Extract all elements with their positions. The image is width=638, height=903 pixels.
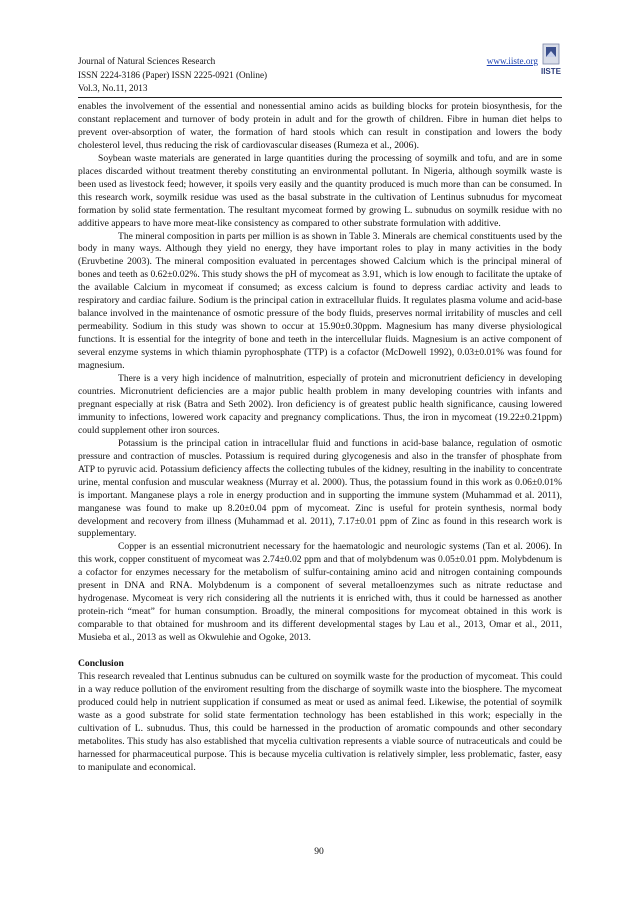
header-rule xyxy=(78,97,562,98)
conclusion-heading: Conclusion xyxy=(78,658,124,670)
page-number: 90 xyxy=(314,846,324,857)
volume-line: Vol.3, No.11, 2013 xyxy=(78,83,148,93)
paragraph-4: There is a very high incidence of malnutrition, especially of protein and micronutrient deficiency in developing countries. Micronutrient deficiencies are a major public health problem in many developing countries with infants and pregnant especially at risk (Batra and Seth 2002). Iron deficiency is of greatest public health significance, causing lowered immunity to infections, lowered work capacity and pregnancy complications. Thus, the iron in mycomeat (19.22±0.21ppm) could supplement other iron sources. xyxy=(78,373,562,436)
conclusion-paragraph: This research revealed that Lentinus subnudus can be cultured on soymilk waste for the production of mycomeat. This could in a way reduce pollution of the enviroment resulting from the discharge of soymilk waste into the biosphere. The mycomeat produced could help in nutrient supplication if consumed as meat or used as animal feed. Likewise, the potential of soymilk waste as a good substrate for solid state fermentation technology has been established in this work; especially in the cultivation of L. subnudus. Thus, this could be harnessed in the production of aromatic compounds and other secondary metabolites. This study has also established that mycelia cultivation represents a viable source of nutraceuticals and could be harnessed for pharmaceutical purpose. This is because mycelia cultivation is relatively simpler, less problematic, faster, easy to manipulate and economical. xyxy=(78,670,562,773)
iiste-logo xyxy=(534,42,568,80)
paragraph-2: Soybean waste materials are generated in large quantities during the processing of soymilk and tofu, and are in some places discarded without treatment thereby constituting an environmental pollutant. In Nigeria, although soymilk waste is been used as livestock feed; however, it spoils very easily and the quantity produced is much more than can be consumed. In this research work, soymilk residue was used as the basal substrate in the cultivation of Lentinus subnudus for mycomeat formation by solid state fermentation. The resultant mycomeat formed by growing L. subnudus on soymilk residue with no additive appears to have more meat-like consistency as compared to other substrate formulation with additive. xyxy=(78,152,562,229)
logo-text: IISTE xyxy=(540,67,562,76)
paragraph-3: The mineral composition in parts per million is as shown in Table 3. Minerals are chemical constituents used by the body in many ways. Although they yield no energy, they have important roles to play in many activities in the body (Eruvbetine 2003). The mineral composition evaluated in percentages showed Calcium which is the principal mineral of bones and teeth as 0.62±0.02%. This study shows the pH of mycomeat as 3.91, which is low enough to facilitate the uptake of the available Calcium in mycomeat if consumed; as excess calcium is found to depress cardiac activity and leads to respiratory and cardiac failure. Sodium is the principal cation in extracellular fluids. It regulates plasma volume and acid-base balance involved in the maintenance of osmotic pressure of the body fluids, preserves normal irritability of muscles and cell permeability. Sodium in this study was shown to occur at 15.90±0.30ppm. Magnesium has many diverse physiological functions. It is essential for the integrity of bone and teeth in the intercellular fluids. Magnesium is an active component of several enzyme systems in which thiamin pyrophosphate (TTP) is a cofactor (McDowell 1992), 0.03±0.01% was found for magnesium. xyxy=(78,230,562,372)
article-body xyxy=(78,101,562,775)
paragraph-5: Potassium is the principal cation in intracellular fluid and functions in acid-base balance, regulation of osmotic pressure and contraction of muscles. Potassium is required during glycogenesis and also in the transfer of phosphate from ATP to pyruvic acid. Potassium deficiency affects the collecting tubules of the kidney, resulting in the inability to concentrate urine, mental confusion and muscular weakness (Murray et al. 2000). Thus, the potassium found in this work as 0.06±0.01% is important. Manganese plays a role in energy production and in supporting the immune system (Muhammad et al. 2011), manganese was found to make up 8.20±0.04 ppm of mycomeat. Zinc is useful for protein synthesis, normal body development and recovery from illness (Muhammad et al. 2011), 7.17±0.01 ppm of Zinc as found in this research work is supplementary. xyxy=(78,437,562,540)
journal-name: Journal of Natural Sciences Research xyxy=(78,56,216,66)
journal-website-link[interactable]: www.iiste.org xyxy=(486,56,538,66)
page-header xyxy=(78,55,562,96)
issn-line: ISSN 2224-3186 (Paper) ISSN 2225-0921 (Online) xyxy=(78,69,268,80)
paragraph-6: Copper is an essential micronutrient necessary for the haematologic and neurologic systems (Tan et al. 2006). In this work, copper constituent of mycomeat was 2.74±0.02 ppm and that of molybdenum was 0.05±0.01 ppm. Molybdenum is a cofactor for enzymes necessary for the metabolism of sulfur-containing amino acid and nitrogen containing compounds present in DNA and RNA. Molybdenum is a component of several metalloenzymes such as nitrate reductase and hydrogenase. Mycomeat is very rich considering all the nutrients it is enriched with, thus it could be harnessed as another protein-rich “meat” for human consumption. Broadly, the mineral compositions for mycomeat obtained in this work is comparable to that obtained for mushroom and its different developmental stages by Lau et al., 2013, Omar et al., 2011, Musieba et al., 2013 as well as Okwulehie and Ogoke, 2013. xyxy=(78,541,562,644)
paragraph-1: enables the involvement of the essential and nonessential amino acids as building blocks for protein biosynthesis, for the constant replacement and turnover of body protein in adult and for the growth of children. Fibre in human diet helps to prevent over-absorption of water, the formation of hard stools which can result in constipation and lowers the body cholesterol level, thus reducing the risk of cardiovascular diseases (Rumeza et al., 2006). xyxy=(78,101,562,151)
